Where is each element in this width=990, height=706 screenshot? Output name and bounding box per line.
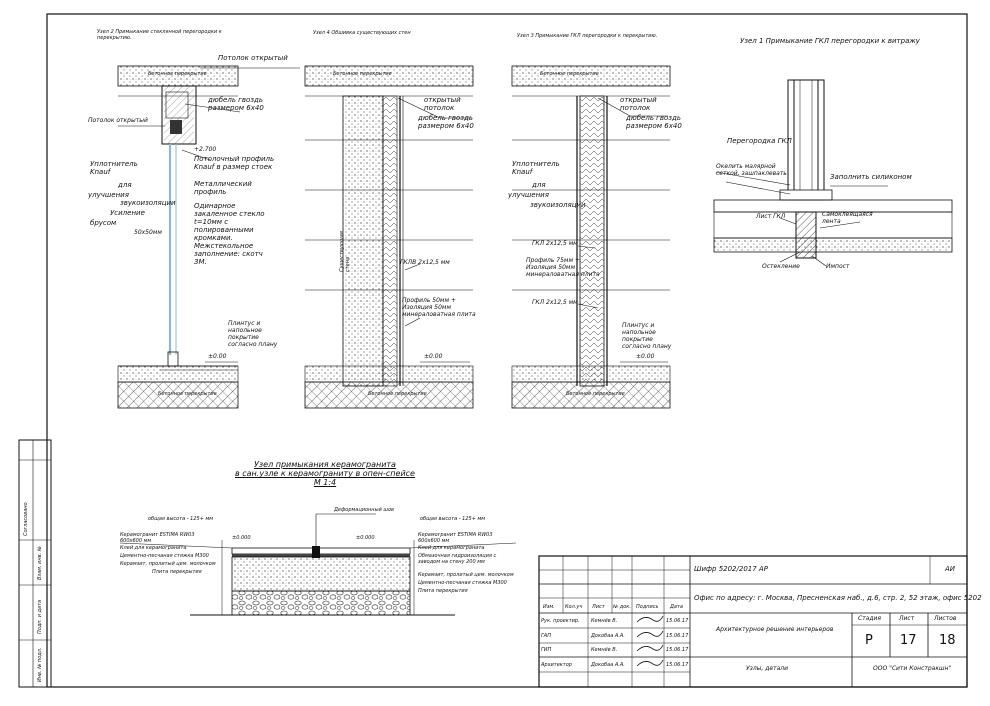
stamp-approved-label: Согласовано <box>23 502 29 536</box>
porcelain-layer-right-1: Клей для керамогранита <box>418 545 485 551</box>
node2-ceiling-label: Потолок открытый <box>218 54 288 62</box>
porcelain-zero-right: ±0.000 <box>356 535 375 541</box>
tb-role-1: ГАП <box>541 633 551 639</box>
node1-mesh-label: Окелить малярной сеткой, зашпаклевать <box>716 163 787 177</box>
tb-name-1: Докобаа А.А. <box>591 633 625 639</box>
node2-floor-label: Бетонное перекрытие <box>158 391 217 397</box>
porcelain-layer-right-2: Обмазочная гидроизоляция с заводом на стену 200 мм <box>418 553 497 565</box>
node2-glass-label: Одинарное закаленное стекло t=10мм с полированными кромками. Межстекольное заполнение: скотч 3М. <box>194 202 265 267</box>
node3-gklbot-label: ГКЛ 2х12,5 мм <box>532 299 578 306</box>
stamp-replace-label: Взам. инв. № <box>37 546 43 580</box>
tb-ai: АИ <box>945 565 956 573</box>
tb-stage: Р <box>865 633 873 648</box>
stamp-sign-label: Подп. и дата <box>37 599 43 634</box>
node1-glazing-label: Остекление <box>762 263 800 270</box>
porcelain-joint-label: Деформационный шов <box>334 507 394 513</box>
node4-profile-label: Профиль 50мм + Изоляция 50мм минераловатная плита <box>402 297 476 318</box>
tb-name-2: Кемнёв В. <box>591 647 618 653</box>
node1-title: Узел 1 Примыкание ГКЛ перегородки к витражу <box>740 37 920 45</box>
tb-role-2: ГИП <box>541 647 552 653</box>
porcelain-height-left: общая высота - 125+ мм <box>148 516 214 522</box>
tb-code: Шифр 5202/2017 АР <box>694 565 768 573</box>
node1-tape-label: Самоклеящаяся лента <box>822 211 873 225</box>
tb-company: ООО "Сити Констракшн" <box>873 665 952 672</box>
node2-ceiling2-label: Потолок открытый <box>88 117 148 124</box>
tb-role-0: Рук. проектир. <box>541 618 580 624</box>
node2-for-label: для <box>118 181 132 189</box>
tb-date-1: 15.06.17 <box>666 633 689 639</box>
node2-metal-label: Металлический профиль <box>194 180 252 197</box>
node3-seal-label: Уплотнитель Knauf <box>512 160 560 177</box>
node2-zero-label: ±0.00 <box>208 353 227 360</box>
node3-for-label: для <box>532 181 546 189</box>
tb-stage-hdr: Стадия <box>858 615 882 622</box>
node4-title: Узел 4 Обшивка существующих стен <box>313 30 411 36</box>
porcelain-layer-right-4: Цементно-песчаная стяжка М300 <box>418 580 507 586</box>
stamp-inv-label: Инв. № подл. <box>37 647 43 682</box>
tb-sheets: 18 <box>939 633 956 648</box>
node1-sheet-label: Лист ГКЛ <box>756 213 786 220</box>
node2-barsize-label: 50х50мм <box>134 229 162 236</box>
node2-improve-label: улучшения <box>88 191 129 199</box>
node3-soundins-label: звукоизоляции <box>530 201 586 209</box>
tb-name-3: Докобаа А.А. <box>591 662 625 668</box>
node2-title: Узел 2 Примыкание стеклянной перегородки к перекрытию. <box>97 29 222 41</box>
tb-sheets-hdr: Листов <box>934 615 957 622</box>
node1-partition-label: Перегородка ГКЛ <box>727 137 792 145</box>
node3-zero-label: ±0.00 <box>636 353 655 360</box>
tb-hdr-sign: Подпись <box>636 604 659 610</box>
node4-floor-label: Бетонное перекрытие <box>368 391 427 397</box>
signatures <box>637 616 663 666</box>
tb-hdr-list: Лист <box>592 604 605 610</box>
node2-reinforce-label: Усиление <box>110 209 145 217</box>
porcelain-zero-left: ±0.000 <box>232 535 251 541</box>
node4-zero-label: ±0.00 <box>424 353 443 360</box>
node3-ceiling-label: открытый потолок <box>620 96 657 113</box>
porcelain-layer-right-3: Керамзит, пролитый цем. молочком <box>418 572 514 578</box>
porcelain-layer-right-0: Керамогранит ESTIMA RW03 600х600 мм <box>418 532 493 544</box>
tb-sheet-hdr: Лист <box>899 615 915 622</box>
porcelain-height-right: общая высота - 125+ мм <box>420 516 486 522</box>
porcelain-layer-left-3: Керамзит, пролитый цем. молочком <box>120 561 216 567</box>
node2-slab-label: Бетонное перекрытие <box>148 71 207 77</box>
node3-title: Узел 3 Примыкание ГКЛ перегородки к перекрытию. <box>517 33 658 39</box>
porcelain-layer-left-4: Плита перекрытия <box>152 569 202 575</box>
node4-ceiling-label: открытый потолок <box>424 96 461 113</box>
node3-floor-label: Бетонное перекрытие <box>566 391 625 397</box>
node1-impost-label: Импост <box>826 263 850 270</box>
tb-hdr-izm: Изм. <box>543 604 555 610</box>
tb-sheet: 17 <box>900 633 917 648</box>
tb-hdr-doc: № док. <box>613 604 631 610</box>
tb-object: Офис по адресу: г. Москва, Пресненская наб., д.6, стр. 2, 52 этаж, офис 5202 <box>694 594 982 602</box>
node2-bars-label: брусом <box>90 219 117 227</box>
node4-dowel-label: дюбель гвоздь размером 6х40 <box>418 114 474 131</box>
node1-fill-label: Заполнить силиконом <box>830 173 912 181</box>
node4-slab-label: Бетонное перекрытие <box>333 71 392 77</box>
tb-hdr-koluch: Кол.уч <box>565 604 583 610</box>
node2-plinth-label: Плинтус и напольное покрытие согласно плану <box>228 320 278 348</box>
porcelain-title: Узел примыкания керамогранита в сан.узле к керамограниту в опен-спейсе М 1:4 <box>235 460 415 488</box>
side-stamp <box>19 440 51 687</box>
porcelain-layer-left-2: Цементно-песчаная стяжка М300 <box>120 553 209 559</box>
node2-level-label: +2.700 <box>194 146 217 153</box>
tb-drawing: Архитектурное решение интерьеров <box>716 626 834 633</box>
tb-role-3: Архитектор <box>541 662 572 668</box>
node3-plinth-label: Плинтус и напольное покрытие согласно плану <box>622 322 672 350</box>
node3-gkltop-label: ГКЛ 2х12,5 мм <box>532 240 578 247</box>
tb-date-2: 15.06.17 <box>666 647 689 653</box>
tb-hdr-date: Дата <box>670 604 683 610</box>
node2-soundins-label: звукоизоляции <box>120 199 176 207</box>
node3-dowel-label: дюбель гвоздь размером 6х40 <box>626 114 682 131</box>
node4-wall-label: Существующая стена <box>339 231 351 272</box>
node3-slab-label: Бетонное перекрытие <box>540 71 599 77</box>
porcelain-layer-left-1: Клей для керамогранита <box>120 545 187 551</box>
porcelain-layer-right-5: Плита перекрытия <box>418 588 468 594</box>
tb-date-0: 15.06.17 <box>666 618 689 624</box>
node3-profile-label: Профиль 75мм + Изоляция 50мм минераловатная плита <box>526 257 600 278</box>
node4-gklv-label: ГКЛВ 2х12,5 мм <box>400 259 450 266</box>
tb-sheet-name: Узлы, детали <box>746 665 788 672</box>
tb-name-0: Кемнёв В. <box>591 618 618 624</box>
tb-date-3: 15.06.17 <box>666 662 689 668</box>
node2-profile-label: Потолочный профиль Knauf в размер стоек <box>194 155 275 172</box>
node2-seal-label: Уплотнитель Knauf <box>90 160 138 177</box>
node2-dowel-label: дюбель гвоздь размером 6х40 <box>208 96 264 113</box>
porcelain-layer-left-0: Керамогранит ESTIMA RW03 600х600 мм <box>120 532 195 544</box>
node3-improve-label: улучшения <box>508 191 549 199</box>
